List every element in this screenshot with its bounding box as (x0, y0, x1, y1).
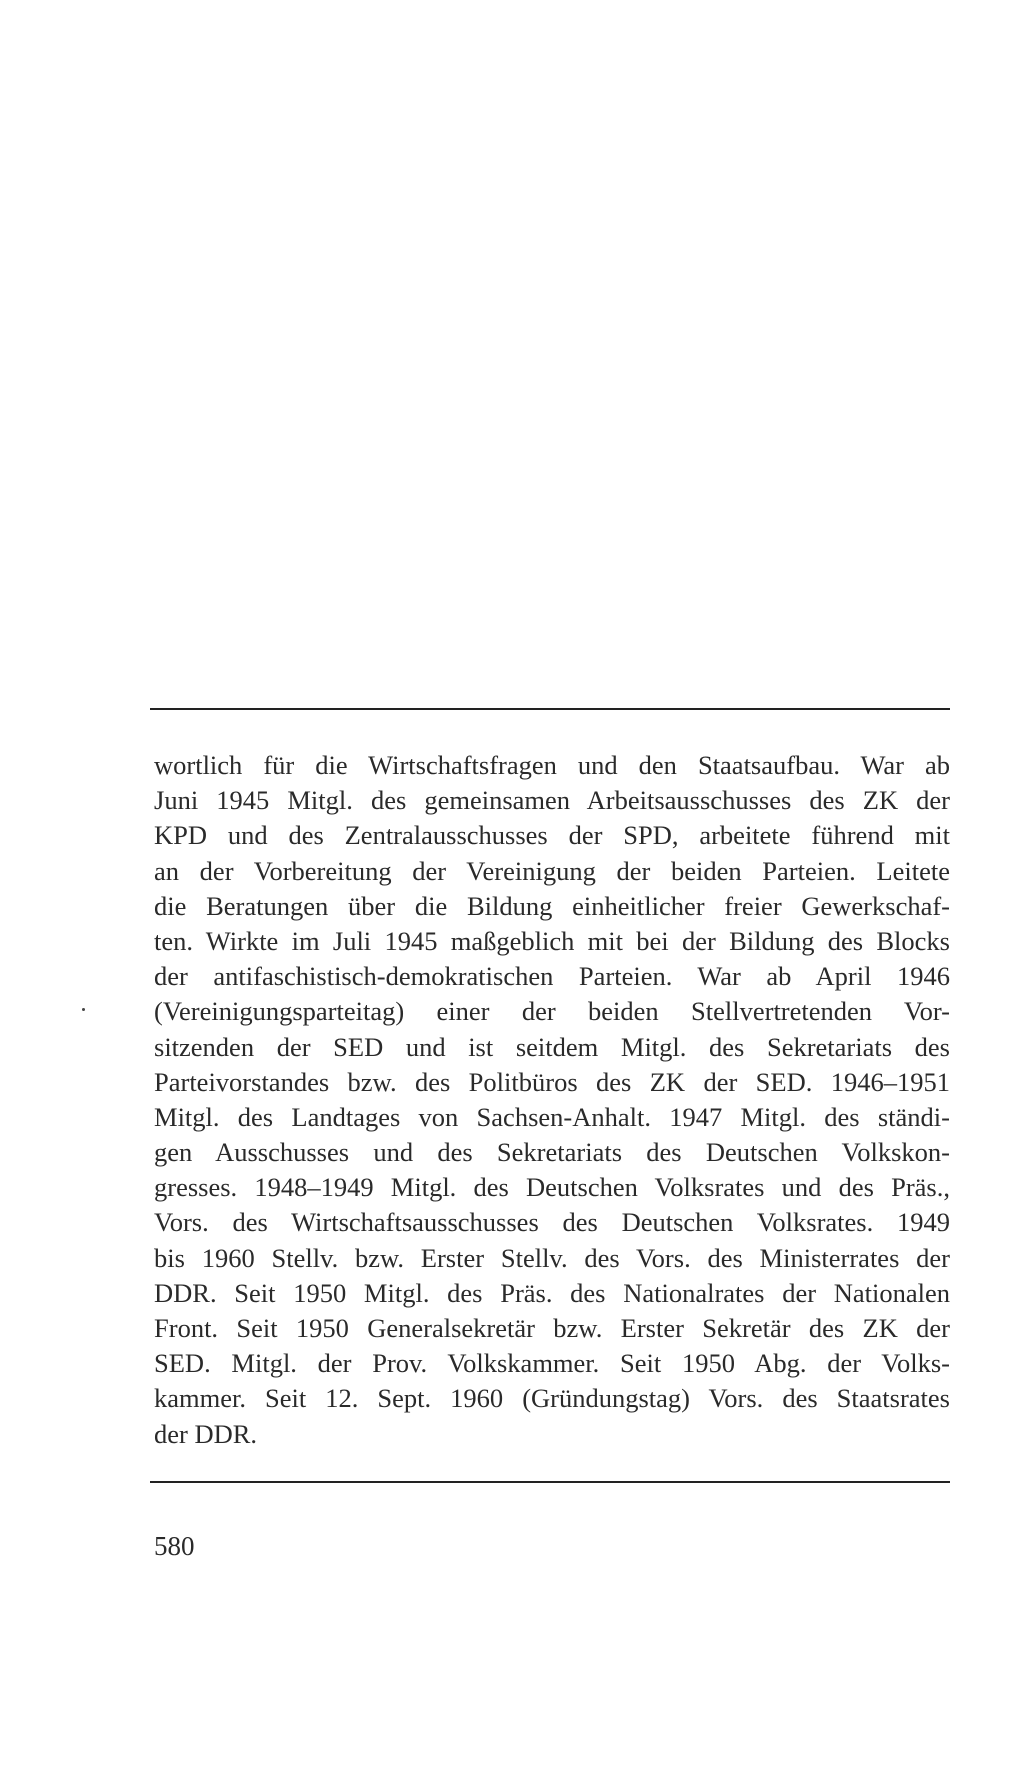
text-line: Front. Seit 1950 Generalsekretär bzw. Erster Sekretär des ZK der (154, 1313, 950, 1343)
text-line: Vors. des Wirtschaftsausschusses des Deutschen Volksrates. 1949 (154, 1207, 950, 1238)
text-line-last: der DDR. (154, 1418, 258, 1449)
text-line: gresses. 1948–1949 Mitgl. des Deutschen Volksrates und des Präs., (154, 1172, 950, 1203)
text-line: KPD und des Zentralausschusses der SPD, arbeitete führend mit (154, 820, 950, 851)
text-line: an der Vorbereitung der Vereinigung der beiden Parteien. Leitete (154, 855, 950, 886)
text-line: sitzenden der SED und ist seitdem Mitgl. des Sekretariats des (154, 1031, 950, 1062)
text-line: die Beratungen über die Bildung einheitlicher freier Gewerkschaf- (154, 890, 950, 921)
text-line: kammer. Seit 12. Sept. 1960 (Gründungstag) Vors. des Staatsrates (154, 1383, 950, 1414)
text-line: (Vereinigungsparteitag) einer der beiden Stellvertretenden Vor- (154, 996, 950, 1027)
biography-paragraph (154, 748, 950, 1452)
text-line: bis 1960 Stellv. bzw. Erster Stellv. des Vors. des Ministerrates der (154, 1242, 950, 1273)
text-line: der antifaschistisch-demokratischen Parteien. War ab April 1946 (154, 961, 950, 992)
print-speck (82, 1008, 85, 1011)
text-line: SED. Mitgl. der Prov. Volkskammer. Seit 1950 Abg. der Volks- (154, 1348, 950, 1379)
text-line: Parteivorstandes bzw. des Politbüros des ZK der SED. 1946–1951 (154, 1066, 950, 1097)
bottom-divider-rule (150, 1481, 950, 1483)
text-line: gen Ausschusses und des Sekretariats des Deutschen Volkskon- (154, 1137, 950, 1168)
top-divider-rule (150, 708, 950, 710)
text-line: DDR. Seit 1950 Mitgl. des Präs. des Nationalrates der Nationalen (154, 1277, 950, 1308)
text-line: wortlich für die Wirtschaftsfragen und den Staatsaufbau. War ab (154, 750, 950, 780)
text-line: Mitgl. des Landtages von Sachsen-Anhalt. 1947 Mitgl. des ständi- (154, 1101, 950, 1132)
page-number: 580 (154, 1531, 195, 1561)
text-line: ten. Wirkte im Juli 1945 maßgeblich mit bei der Bildung des Blocks (154, 925, 950, 956)
text-line: Juni 1945 Mitgl. des gemeinsamen Arbeitsausschusses des ZK der (154, 785, 950, 816)
